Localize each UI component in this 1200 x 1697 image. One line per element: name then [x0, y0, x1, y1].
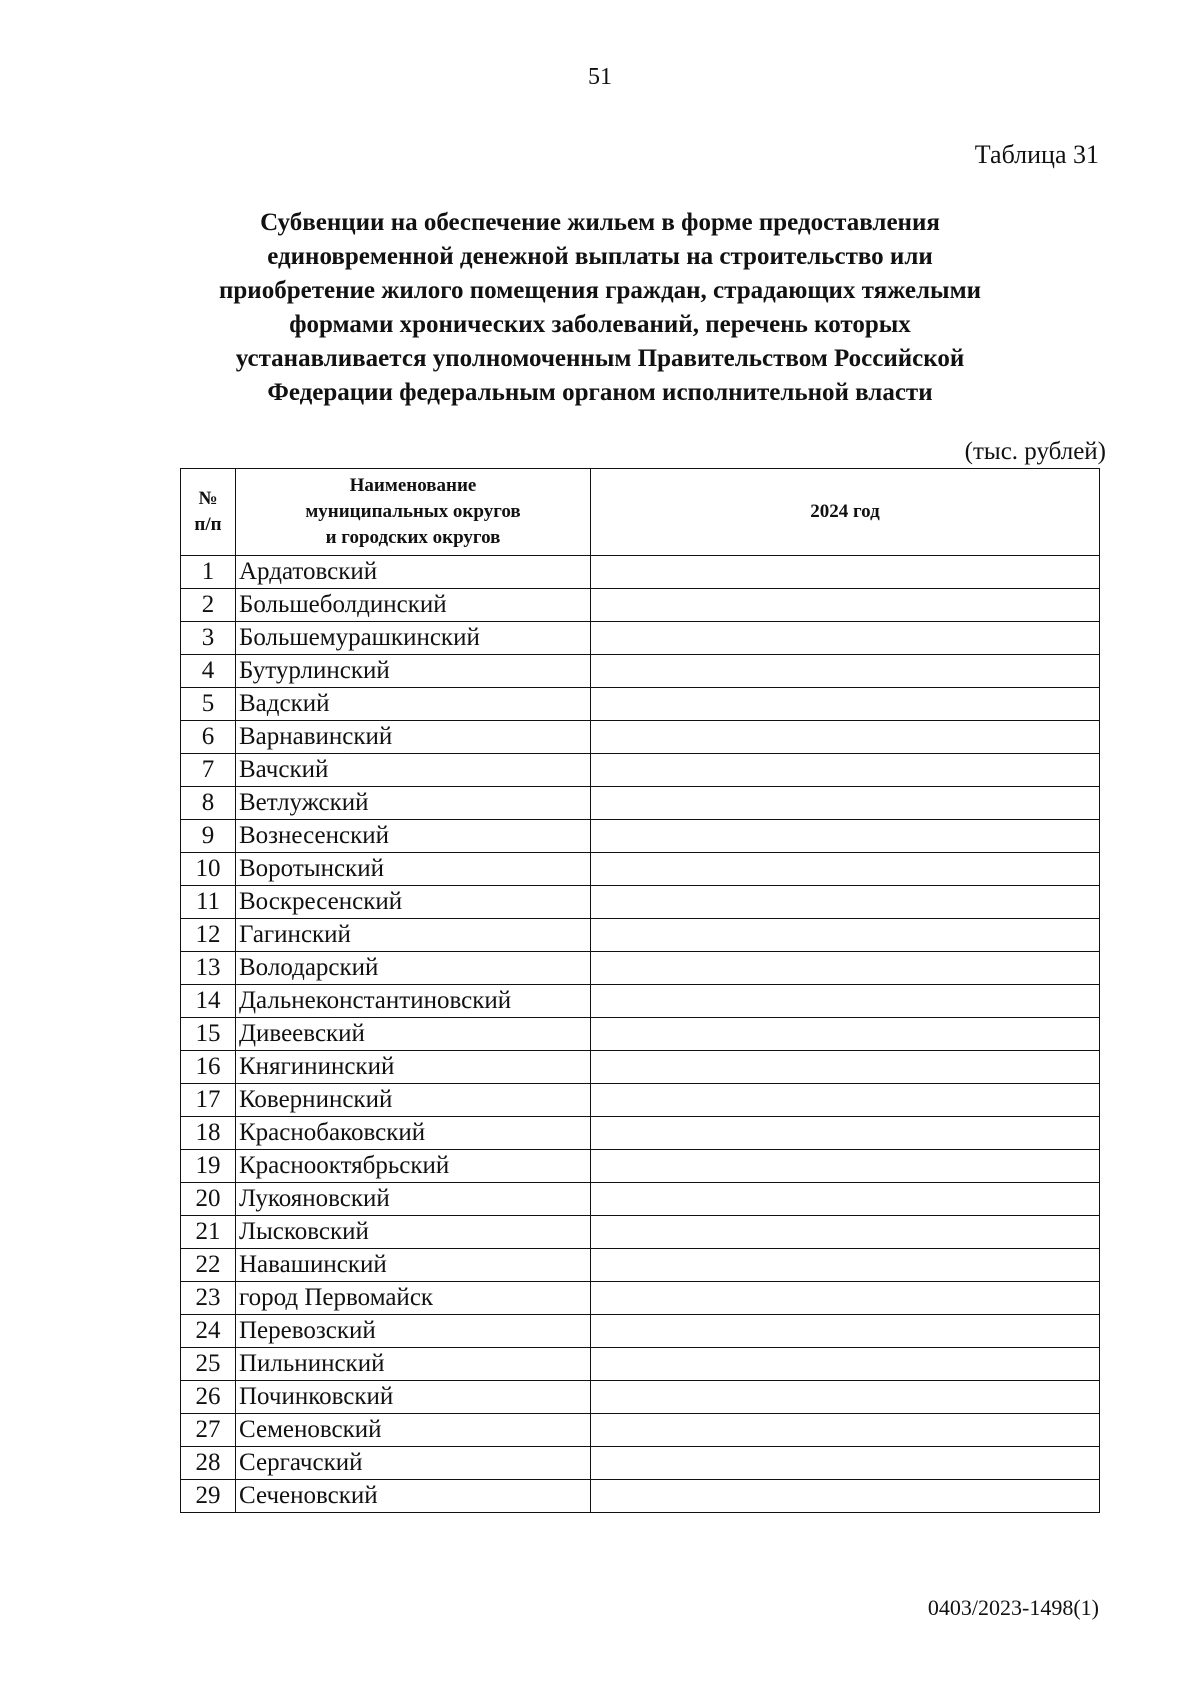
table-row — [181, 1447, 1100, 1480]
row-number-cell: 17 — [181, 1084, 236, 1117]
amount-2024-cell — [591, 655, 1100, 688]
row-number-cell: 13 — [181, 952, 236, 985]
amount-2024-cell — [591, 622, 1100, 655]
table-row — [181, 952, 1100, 985]
district-name-cell: Бутурлинский — [236, 655, 591, 688]
district-name-cell: Большеболдинский — [236, 589, 591, 622]
table-row — [181, 556, 1100, 589]
district-name-cell: Ковернинский — [236, 1084, 591, 1117]
table-row — [181, 853, 1100, 886]
amount-2024-cell — [591, 1447, 1100, 1480]
table-row — [181, 721, 1100, 754]
header-num-line: п/п — [194, 514, 222, 535]
amount-2024-cell — [591, 919, 1100, 952]
header-name-line: и городских округов — [325, 527, 501, 548]
table-body — [181, 556, 1100, 1513]
table-header-row — [181, 469, 1100, 556]
row-number-cell: 28 — [181, 1447, 236, 1480]
row-number-cell: 6 — [181, 721, 236, 754]
row-number-cell: 12 — [181, 919, 236, 952]
amount-2024-cell — [591, 1117, 1100, 1150]
amount-2024-cell — [591, 952, 1100, 985]
table-row — [181, 589, 1100, 622]
amount-2024-cell — [591, 556, 1100, 589]
amount-2024-cell — [591, 589, 1100, 622]
table-row — [181, 1150, 1100, 1183]
title-line: приобретение жилого помещения граждан, страдающих тяжелыми — [219, 277, 981, 304]
district-name-cell: Сергачский — [236, 1447, 591, 1480]
title-line: устанавливается уполномоченным Правительством Российской — [235, 345, 965, 372]
row-number-cell: 27 — [181, 1414, 236, 1447]
page-number: 51 — [588, 64, 612, 90]
row-number-cell: 8 — [181, 787, 236, 820]
table-row — [181, 919, 1100, 952]
title-line: единовременной денежной выплаты на строительство или — [267, 243, 933, 270]
row-number-cell: 5 — [181, 688, 236, 721]
amount-2024-cell — [591, 853, 1100, 886]
row-number-cell: 7 — [181, 754, 236, 787]
row-number-cell: 4 — [181, 655, 236, 688]
table-row — [181, 1051, 1100, 1084]
district-name-cell: Вачский — [236, 754, 591, 787]
document-title — [150, 206, 1050, 410]
row-number-cell: 26 — [181, 1381, 236, 1414]
amount-2024-cell — [591, 754, 1100, 787]
table-row — [181, 886, 1100, 919]
district-name-cell: Краснооктябрьский — [236, 1150, 591, 1183]
table-row — [181, 1381, 1100, 1414]
amount-2024-cell — [591, 1381, 1100, 1414]
table-row — [181, 1018, 1100, 1051]
district-name-cell: Княгининский — [236, 1051, 591, 1084]
table-row — [181, 1084, 1100, 1117]
header-name-line: муниципальных округов — [305, 501, 521, 522]
table-row — [181, 1348, 1100, 1381]
table-row — [181, 754, 1100, 787]
row-number-cell: 20 — [181, 1183, 236, 1216]
district-name-cell: Дивеевский — [236, 1018, 591, 1051]
table-row — [181, 1249, 1100, 1282]
table-row — [181, 985, 1100, 1018]
amount-2024-cell — [591, 1480, 1100, 1513]
district-name-cell: Варнавинский — [236, 721, 591, 754]
table-row — [181, 787, 1100, 820]
units-label: (тыс. рублей) — [964, 438, 1106, 465]
table-row — [181, 1315, 1100, 1348]
district-name-cell: Навашинский — [236, 1249, 591, 1282]
row-number-cell: 15 — [181, 1018, 236, 1051]
district-name-cell: город Первомайск — [236, 1282, 591, 1315]
row-number-cell: 29 — [181, 1480, 236, 1513]
amount-2024-cell — [591, 688, 1100, 721]
table-row — [181, 1282, 1100, 1315]
row-number-cell: 11 — [181, 886, 236, 919]
row-number-cell: 1 — [181, 556, 236, 589]
district-name-cell: Вознесенский — [236, 820, 591, 853]
amount-2024-cell — [591, 820, 1100, 853]
district-name-cell: Дальнеконстантиновский — [236, 985, 591, 1018]
table-row — [181, 1117, 1100, 1150]
amount-2024-cell — [591, 985, 1100, 1018]
amount-2024-cell — [591, 1084, 1100, 1117]
row-number-cell: 9 — [181, 820, 236, 853]
amount-2024-cell — [591, 886, 1100, 919]
title-line: формами хронических заболеваний, перечень которых — [289, 311, 911, 338]
table-row — [181, 688, 1100, 721]
row-number-cell: 19 — [181, 1150, 236, 1183]
row-number-cell: 14 — [181, 985, 236, 1018]
amount-2024-cell — [591, 1282, 1100, 1315]
document-code: 0403/2023-1498(1) — [927, 1595, 1099, 1620]
amount-2024-cell — [591, 1051, 1100, 1084]
district-name-cell: Лукояновский — [236, 1183, 591, 1216]
row-number-cell: 21 — [181, 1216, 236, 1249]
district-name-cell: Большемурашкинский — [236, 622, 591, 655]
row-number-cell: 2 — [181, 589, 236, 622]
header-name-line: Наименование — [349, 475, 477, 496]
amount-2024-cell — [591, 1018, 1100, 1051]
district-name-cell: Сеченовский — [236, 1480, 591, 1513]
amount-2024-cell — [591, 1216, 1100, 1249]
amount-2024-cell — [591, 1150, 1100, 1183]
table-label: Таблица 31 — [974, 140, 1099, 169]
row-number-cell: 3 — [181, 622, 236, 655]
row-number-cell: 10 — [181, 853, 236, 886]
header-num — [181, 469, 236, 556]
district-name-cell: Воротынский — [236, 853, 591, 886]
amount-2024-cell — [591, 1249, 1100, 1282]
row-number-cell: 22 — [181, 1249, 236, 1282]
amount-2024-cell — [591, 721, 1100, 754]
district-name-cell: Володарский — [236, 952, 591, 985]
district-name-cell: Пильнинский — [236, 1348, 591, 1381]
table-row — [181, 622, 1100, 655]
district-name-cell: Гагинский — [236, 919, 591, 952]
row-number-cell: 24 — [181, 1315, 236, 1348]
title-line: Субвенции на обеспечение жильем в форме предоставления — [260, 209, 940, 236]
table-row — [181, 655, 1100, 688]
title-line: Федерации федеральным органом исполнительной власти — [267, 379, 933, 406]
district-name-cell: Краснобаковский — [236, 1117, 591, 1150]
table-row — [181, 1183, 1100, 1216]
row-number-cell: 25 — [181, 1348, 236, 1381]
district-name-cell: Воскресенский — [236, 886, 591, 919]
district-name-cell: Перевозский — [236, 1315, 591, 1348]
header-name — [236, 469, 591, 556]
subsidy-table — [180, 468, 1100, 1513]
row-number-cell: 16 — [181, 1051, 236, 1084]
district-name-cell: Семеновский — [236, 1414, 591, 1447]
table-row — [181, 1480, 1100, 1513]
row-number-cell: 23 — [181, 1282, 236, 1315]
district-name-cell: Ардатовский — [236, 556, 591, 589]
district-name-cell: Вадский — [236, 688, 591, 721]
amount-2024-cell — [591, 787, 1100, 820]
district-name-cell: Починковский — [236, 1381, 591, 1414]
row-number-cell: 18 — [181, 1117, 236, 1150]
amount-2024-cell — [591, 1414, 1100, 1447]
amount-2024-cell — [591, 1315, 1100, 1348]
header-num-line: № — [198, 488, 218, 509]
table-row — [181, 820, 1100, 853]
amount-2024-cell — [591, 1183, 1100, 1216]
district-name-cell: Лысковский — [236, 1216, 591, 1249]
table-row — [181, 1414, 1100, 1447]
header-year: 2024 год — [591, 469, 1100, 556]
district-name-cell: Ветлужский — [236, 787, 591, 820]
table-row — [181, 1216, 1100, 1249]
amount-2024-cell — [591, 1348, 1100, 1381]
